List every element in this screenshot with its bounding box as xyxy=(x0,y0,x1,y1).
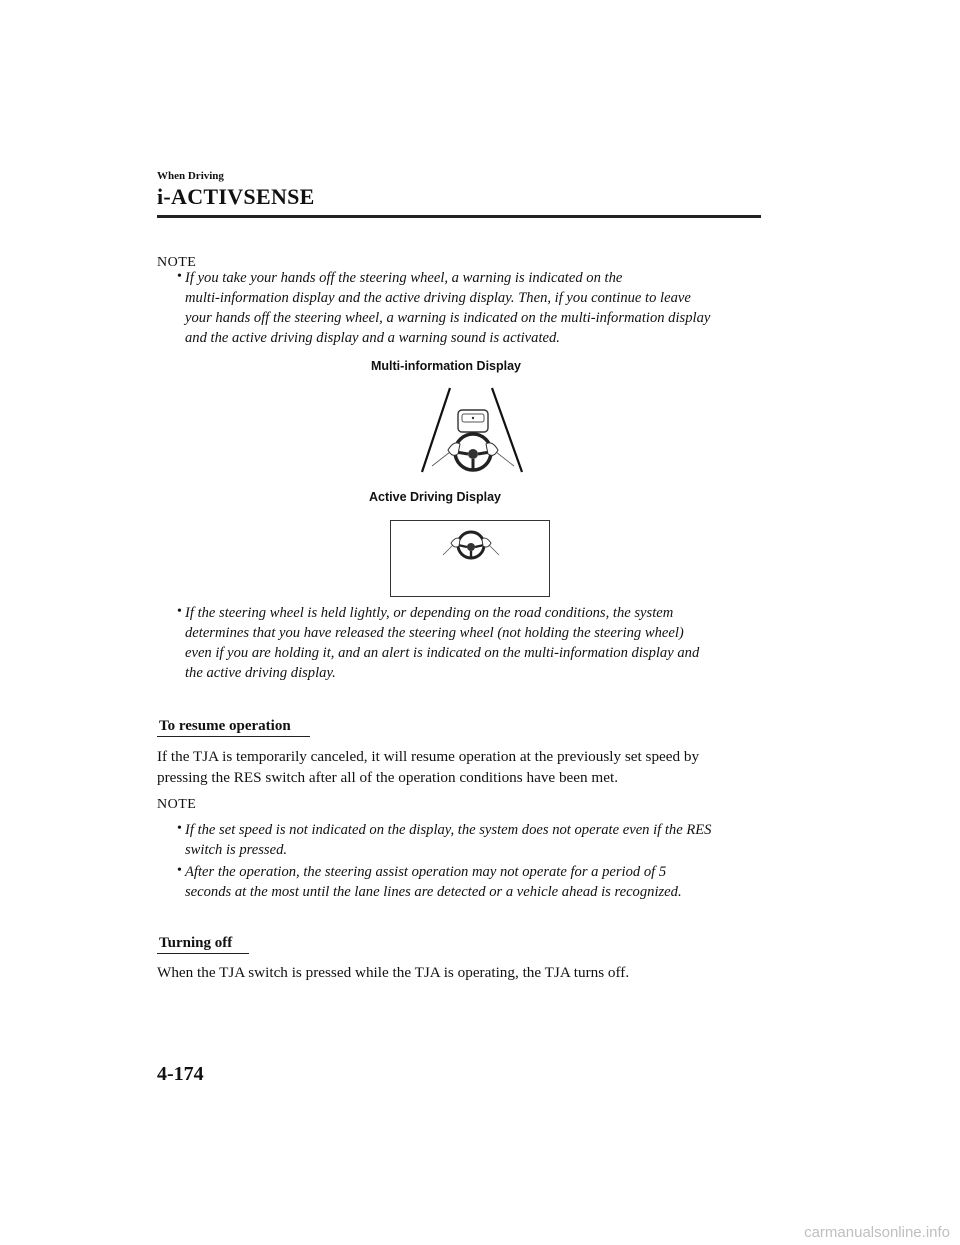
turning-off-paragraph: When the TJA switch is pressed while the TJA is operating, the TJA turns off. xyxy=(157,964,630,981)
watermark: carmanualsonline.info xyxy=(804,1224,950,1241)
bullet-line: determines that you have released the steering wheel (not holding the steering wheel) xyxy=(185,625,684,641)
bullet-line: If the set speed is not indicated on the display, the system does not operate even if the RES xyxy=(185,822,712,838)
bullet-dot: • xyxy=(177,863,182,878)
heading-underline xyxy=(157,736,310,737)
bullet-line: If the steering wheel is held lightly, or depending on the road conditions, the system xyxy=(185,605,674,621)
heading-turning-off: Turning off xyxy=(159,935,233,951)
bullet-dot: • xyxy=(177,821,182,836)
bullet-line: and the active driving display and a warning sound is activated. xyxy=(185,330,560,346)
steering-wheel-hands-icon xyxy=(391,521,551,596)
section-label: When Driving xyxy=(157,170,224,182)
active-driving-display-figure xyxy=(390,520,550,597)
figure-label-active-driving: Active Driving Display xyxy=(369,490,501,504)
note-bullet-held-lightly xyxy=(177,603,765,683)
bullet-line: seconds at the most until the lane lines are detected or a vehicle ahead is recognized. xyxy=(185,884,682,900)
note-label: NOTE xyxy=(157,255,197,270)
paragraph-line: If the TJA is temporarily canceled, it will resume operation at the previously set speed by xyxy=(157,748,700,765)
chapter-title: i-ACTIVSENSE xyxy=(157,184,315,209)
note-bullet-after-operation xyxy=(177,862,765,902)
heading-underline xyxy=(157,953,249,954)
page-number: 4-174 xyxy=(157,1063,204,1085)
multi-information-display-figure xyxy=(418,380,528,476)
bullet-line: multi-information display and the active driving display. Then, if you continue to leave xyxy=(185,290,691,306)
resume-paragraph xyxy=(157,746,767,788)
paragraph-line: pressing the RES switch after all of the operation conditions have been met. xyxy=(157,769,618,786)
bullet-dot: • xyxy=(177,269,182,284)
bullet-line: your hands off the steering wheel, a warning is indicated on the multi-information display xyxy=(185,310,711,326)
figure-label-multi-information: Multi-information Display xyxy=(371,359,521,373)
bullet-line: After the operation, the steering assist operation may not operate for a period of 5 xyxy=(185,864,667,880)
note-bullet-set-speed xyxy=(177,820,765,860)
note-bullet-hands-off xyxy=(177,268,785,348)
bullet-line: the active driving display. xyxy=(185,665,336,681)
heading-resume-operation: To resume operation xyxy=(159,718,291,734)
bullet-line: even if you are holding it, and an alert is indicated on the multi-information display and xyxy=(185,645,700,661)
steering-wheel-hands-icon xyxy=(418,380,528,476)
header-rule xyxy=(157,215,761,218)
bullet-line: If you take your hands off the steering wheel, a warning is indicated on the xyxy=(185,270,623,286)
bullet-dot: • xyxy=(177,604,182,619)
bullet-line: switch is pressed. xyxy=(185,842,288,858)
note-label: NOTE xyxy=(157,797,197,812)
